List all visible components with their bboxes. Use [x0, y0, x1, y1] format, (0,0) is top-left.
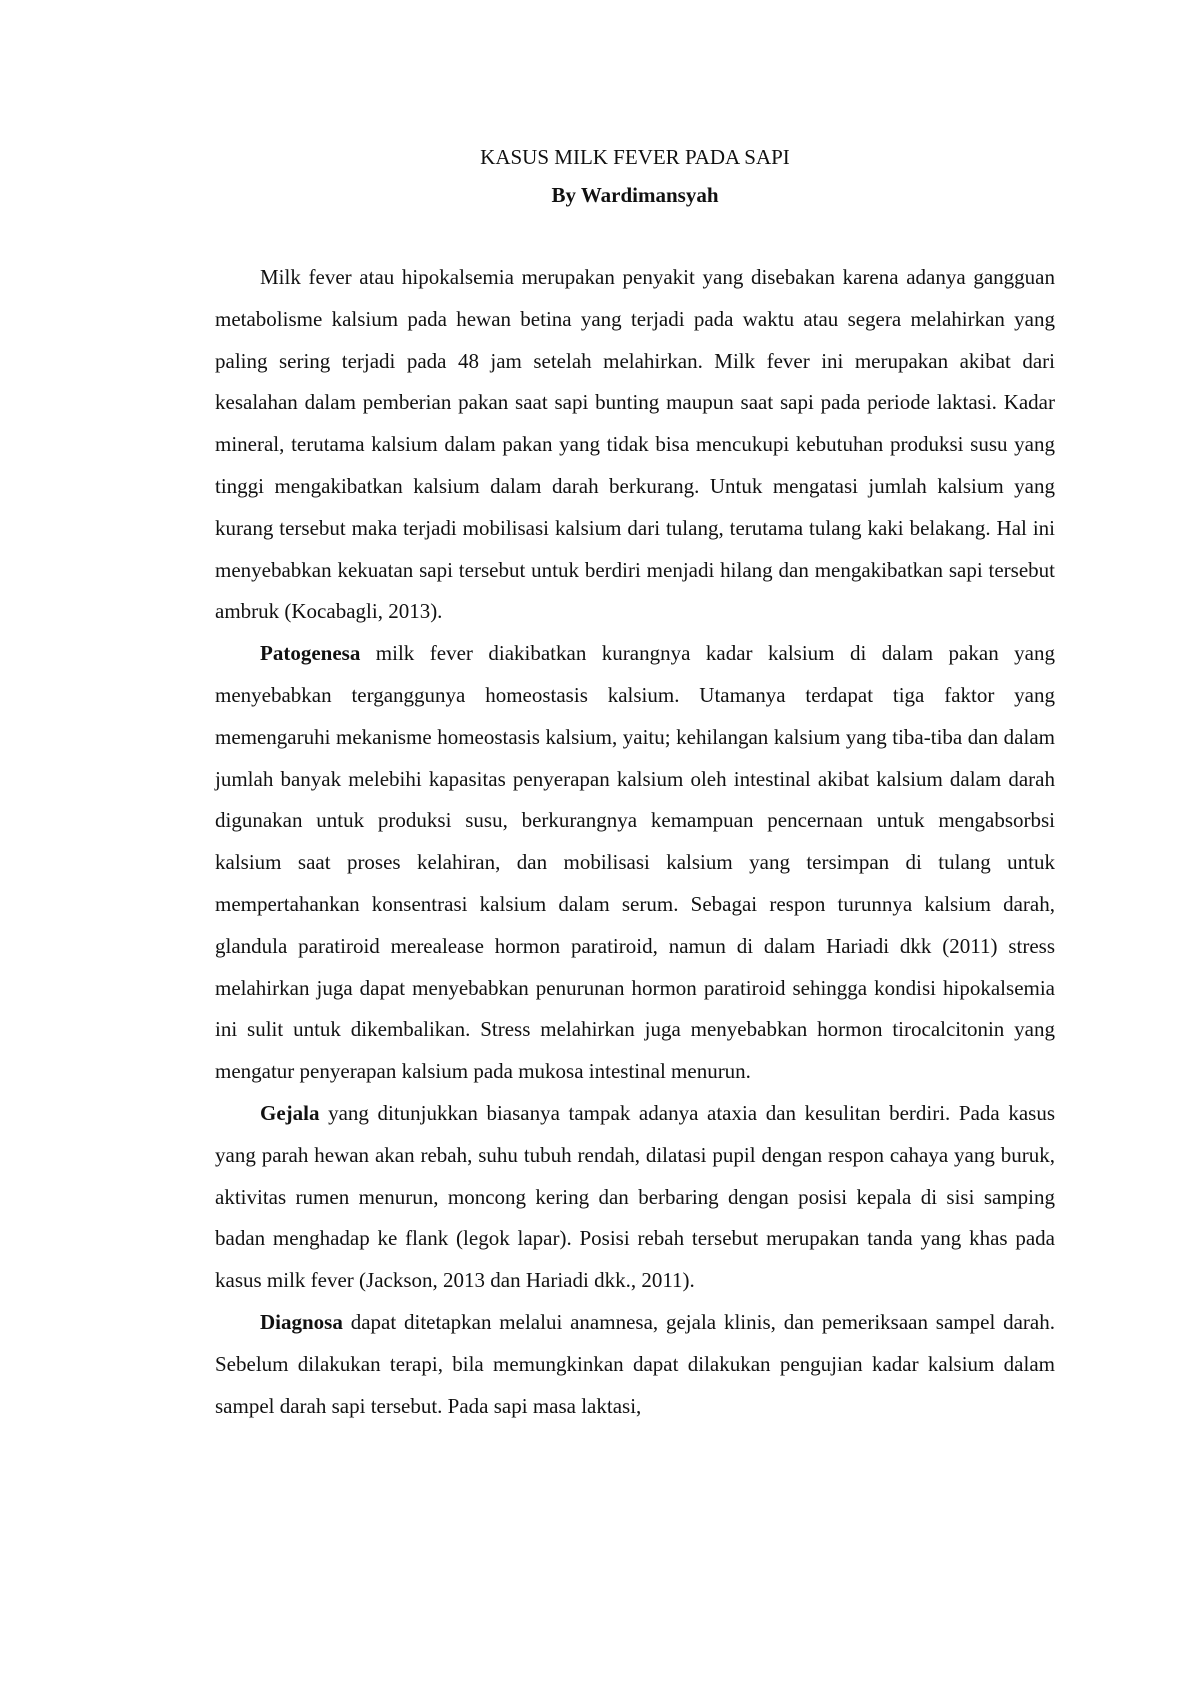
- paragraph-lead-term: Gejala: [260, 1100, 320, 1125]
- paragraph-gejala: [215, 1093, 1055, 1302]
- paragraph-diagnosa: [215, 1302, 1055, 1427]
- paragraph-lead-term: Diagnosa: [260, 1309, 343, 1334]
- paragraph-text: milk fever diakibatkan kurangnya kadar kalsium di dalam pakan yang menyebabkan terganggunya homeostasis kalsium. Utamanya terdapat tiga faktor yang memengaruhi mekanisme homeostasis kalsium, yaitu; kehilangan kalsium yang tiba-tiba dan dalam jumlah banyak melebihi kapasitas penyerapan kalsium oleh intestinal akibat kalsium dalam darah digunakan untuk produksi susu, berkurangnya kemampuan pencernaan untuk mengabsorbsi kalsium saat proses kelahiran, dan mobilisasi kalsium yang tersimpan di tulang untuk mempertahankan konsentrasi kalsium dalam serum. Sebagai respon turunnya kalsium darah, glandula paratiroid merealease hormon paratiroid, namun di dalam Hariadi dkk (2011) stress melahirkan juga dapat menyebabkan penurunan hormon paratiroid sehingga kondisi hipokalsemia ini sulit untuk dikembalikan. Stress melahirkan juga menyebabkan hormon tirocalcitonin yang mengatur penyerapan kalsium pada mukosa intestinal menurun.: [215, 641, 1055, 1084]
- paragraph-patogenesa: [215, 633, 1055, 1093]
- paragraph-text: dapat ditetapkan melalui anamnesa, gejala klinis, dan pemeriksaan sampel darah. Sebelum dilakukan terapi, bila memungkinkan dapat dilakukan pengujian kadar kalsium dalam sampel darah sapi tersebut. Pada sapi masa laktasi,: [215, 1309, 1055, 1418]
- document-title: KASUS MILK FEVER PADA SAPI: [480, 145, 790, 169]
- paragraph-intro: [215, 257, 1055, 633]
- paragraph-lead-term: Patogenesa: [260, 641, 361, 666]
- paragraph-text: Milk fever atau hipokalsemia merupakan penyakit yang disebakan karena adanya gangguan metabolisme kalsium pada hewan betina yang terjadi pada waktu atau segera melahirkan yang paling sering terjadi pada 48 jam setelah melahirkan. Milk fever ini merupakan akibat dari kesalahan dalam pemberian pakan saat sapi bunting maupun saat sapi pada periode laktasi. Kadar mineral, terutama kalsium dalam pakan yang tidak bisa mencukupi kebutuhan produksi susu yang tinggi mengakibatkan kalsium dalam darah berkurang. Untuk mengatasi jumlah kalsium yang kurang tersebut maka terjadi mobilisasi kalsium dari tulang, terutama tulang kaki belakang. Hal ini menyebabkan kekuatan sapi tersebut untuk berdiri menjadi hilang dan mengakibatkan sapi tersebut ambruk (Kocabagli, 2013).: [215, 265, 1055, 624]
- document-author: By Wardimansyah: [551, 183, 719, 207]
- paragraph-text: yang ditunjukkan biasanya tampak adanya ataxia dan kesulitan berdiri. Pada kasus yang parah hewan akan rebah, suhu tubuh rendah, dilatasi pupil dengan respon cahaya yang buruk, aktivitas rumen menurun, moncong kering dan berbaring dengan posisi kepala di sisi samping badan menghadap ke flank (legok lapar). Posisi rebah tersebut merupakan tanda yang khas pada kasus milk fever (Jackson, 2013 dan Hariadi dkk., 2011).: [215, 1100, 1055, 1293]
- document-body: [215, 143, 1055, 1427]
